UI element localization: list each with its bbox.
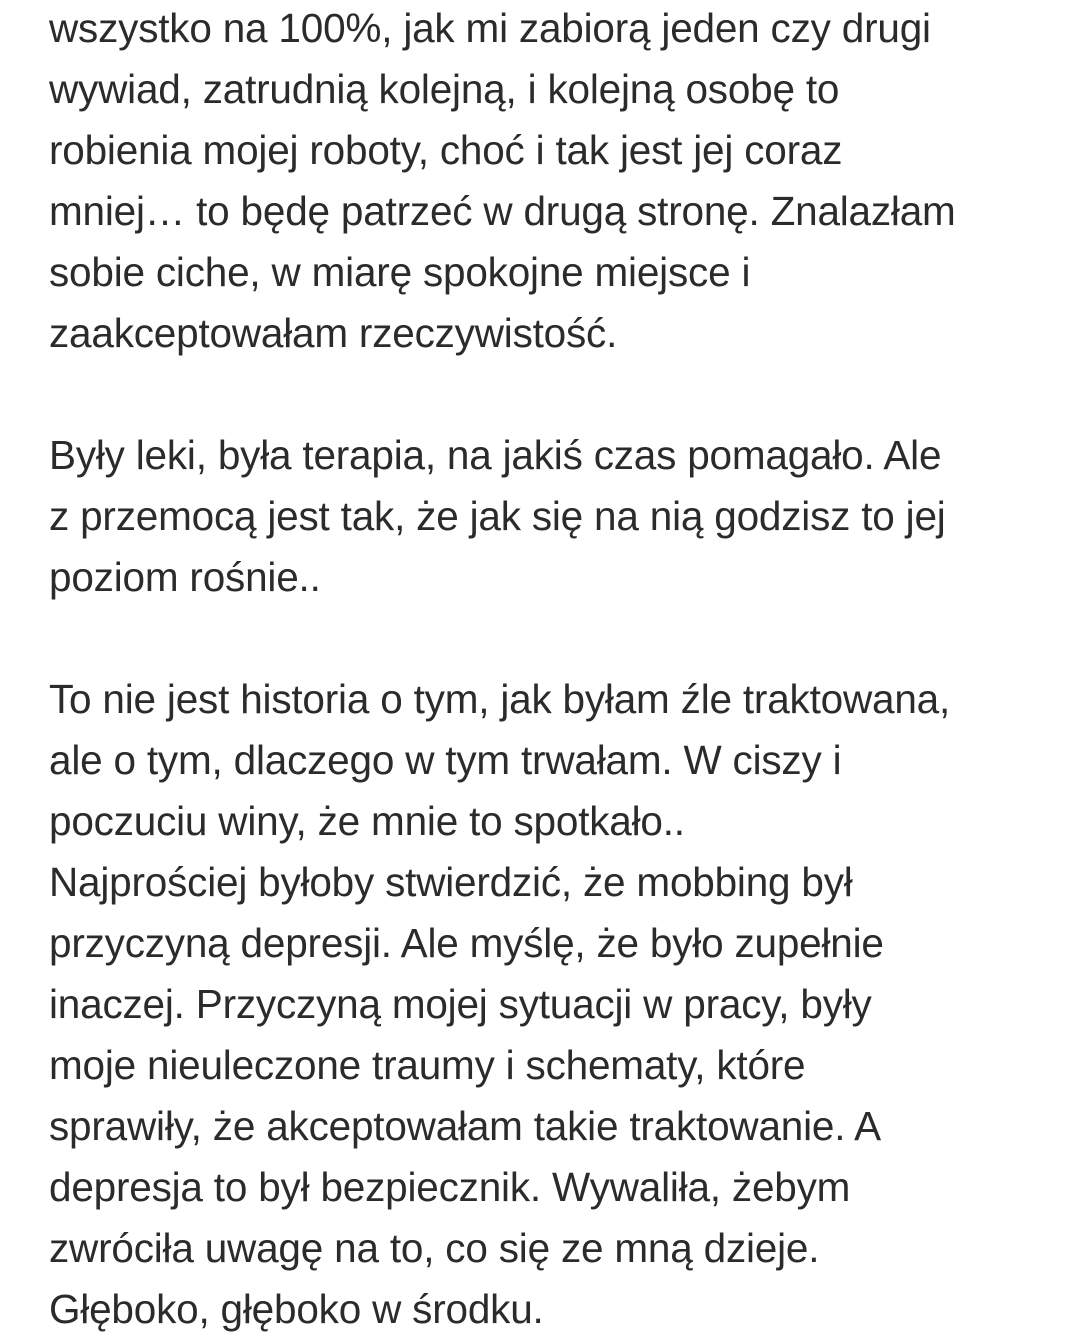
text-line: zaakceptowałam rzeczywistość.	[49, 310, 618, 356]
text-line: ale o tym, dlaczego w tym trwałam. W ciszy i	[49, 737, 842, 783]
text-line: inaczej. Przyczyną mojej sytuacji w pracy, były	[49, 981, 872, 1027]
text-line: moje nieuleczone traumy i schematy, które	[49, 1042, 806, 1088]
text-line: z przemocą jest tak, że jak się na nią godzisz to jej	[49, 493, 946, 539]
text-line: sobie ciche, w miarę spokojne miejsce i	[49, 249, 751, 295]
text-line: Najprościej byłoby stwierdzić, że mobbing był	[49, 859, 853, 905]
text-line: zwróciła uwagę na to, co się ze mną dzieje.	[49, 1225, 820, 1271]
text-line: Głęboko, głęboko w środku.	[49, 1286, 544, 1332]
text-line: poczuciu winy, że mnie to spotkało..	[49, 798, 685, 844]
text-line: mniej… to będę patrzeć w drugą stronę. Znalazłam	[49, 188, 956, 234]
text-line: sprawiły, że akceptowałam takie traktowanie. A	[49, 1103, 881, 1149]
text-line: depresja to był bezpiecznik. Wywaliła, żebym	[49, 1164, 851, 1210]
text-line: wywiad, zatrudnią kolejną, i kolejną osobę to	[49, 66, 840, 112]
text-line: robienia mojej roboty, choć i tak jest jej coraz	[49, 127, 843, 173]
text-line: wszystko na 100%, jak mi zabiorą jeden czy drugi	[49, 5, 931, 51]
text-line: Były leki, była terapia, na jakiś czas pomagało. Ale	[49, 432, 942, 478]
text-line: przyczyną depresji. Ale myślę, że było zupełnie	[49, 920, 884, 966]
text-line: poziom rośnie..	[49, 554, 321, 600]
text-line: To nie jest historia o tym, jak byłam źle traktowana,	[49, 676, 951, 722]
